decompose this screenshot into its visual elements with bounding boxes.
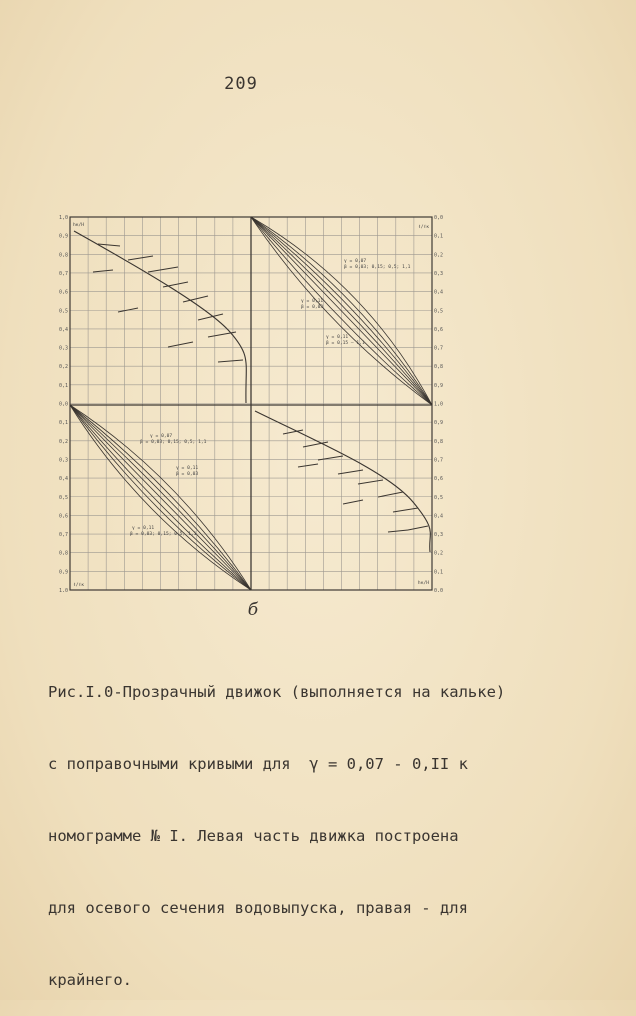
left-tick-label: 0,8	[58, 550, 68, 557]
caption-line-1: Рис.I.0-Прозрачный движок (выполняется на кальке)	[48, 683, 506, 701]
right-tick-label: 0,3	[434, 270, 444, 277]
figure-caption	[48, 632, 608, 1016]
corner-label-bottom-right: hк/H	[417, 581, 429, 586]
left-tick-label: 0,5	[58, 308, 68, 315]
left-tick-label: 0,3	[58, 345, 68, 352]
left-tick-label: 0,9	[58, 233, 68, 240]
left-tick-label: 0,2	[58, 438, 68, 445]
left-tick-label: 0,9	[58, 569, 68, 576]
right-tick-label: 0,1	[434, 569, 444, 576]
curve-label: β = 0,15 – 1,1	[326, 341, 365, 346]
left-tick-label: 0,1	[58, 382, 68, 389]
figure-letter: б	[247, 600, 259, 620]
curve-label: β = 0,03	[301, 305, 324, 310]
left-tick-label: 1,0	[58, 588, 68, 592]
dash-mark	[183, 296, 208, 302]
left-tick-label: 0,3	[58, 457, 68, 464]
dash-mark	[388, 530, 408, 532]
caption-line-5: крайнего.	[48, 971, 132, 989]
right-tick-label: 0,6	[434, 326, 444, 333]
dash-mark	[393, 508, 418, 512]
right-tick-label: 0,8	[434, 364, 444, 371]
right-tick-label: 0,7	[434, 457, 444, 464]
corner-label-bottom-left: ℓ/ℓк	[73, 583, 85, 588]
dash-mark	[298, 464, 318, 467]
nomogram-figure	[58, 212, 446, 592]
curve-label: γ = 0,11	[301, 299, 324, 304]
right-tick-label: 0,9	[434, 382, 444, 389]
right-tick-label: 0,8	[434, 438, 444, 445]
dash-mark	[128, 256, 153, 260]
dash-mark	[408, 526, 428, 530]
curve-label: β = 0,03; 0,15; 0,5; 1,1	[140, 440, 207, 445]
left-tick-label: 0,4	[58, 476, 68, 483]
corner-label-top-right: ℓ/ℓк	[417, 225, 429, 230]
left-tick-label: 0,7	[58, 270, 68, 277]
dash-mark	[218, 360, 243, 362]
left-tick-label: 0,6	[58, 513, 68, 520]
dash-mark	[358, 480, 383, 484]
right-tick-label: 0,5	[434, 494, 444, 501]
left-tick-label: 0,5	[58, 494, 68, 501]
left-tick-label: 0,2	[58, 364, 68, 371]
curve-label: γ = 0,07	[344, 259, 367, 264]
right-tick-label: 0,1	[434, 233, 444, 240]
caption-line-2: с поправочными кривыми для γ = 0,07 - 0,II к	[48, 755, 468, 773]
right-tick-label: 0,9	[434, 420, 444, 427]
curve-label: β = 0,03; 0,15; 0,5; 1,1	[130, 532, 197, 537]
right-tick-label: 0,6	[434, 476, 444, 483]
page-number: 209	[224, 74, 258, 94]
right-tick-label: 0,2	[434, 550, 444, 557]
curve-label: γ = 0,11	[132, 526, 155, 531]
curve-label: γ = 0,11	[176, 466, 199, 471]
dash-mark	[98, 244, 120, 246]
nomogram-chart	[58, 212, 446, 592]
corner-label-top-left: hк/H	[73, 223, 85, 228]
right-tick-label: 0,0	[434, 215, 444, 221]
left-tick-label: 0,1	[58, 420, 68, 427]
right-tick-label: 0,0	[434, 588, 444, 592]
right-tick-label: 0,4	[434, 513, 444, 520]
dash-mark	[378, 492, 403, 497]
right-tick-label: 0,4	[434, 289, 444, 296]
right-tick-label: 0,7	[434, 345, 444, 352]
right-tick-label: 0,5	[434, 308, 444, 315]
dash-mark	[148, 267, 178, 272]
left-tick-label: 0,0	[58, 401, 68, 408]
caption-line-4: для осевого сечения водовыпуска, правая - для	[48, 899, 468, 917]
curve-label: β = 0,03	[176, 472, 199, 477]
dash-mark	[93, 270, 113, 272]
correction-curve-top-left	[74, 231, 246, 403]
dash-mark	[283, 430, 303, 434]
dash-mark	[168, 342, 193, 347]
dash-mark	[343, 500, 363, 504]
left-tick-label: 0,8	[58, 252, 68, 259]
left-tick-label: 1,0	[58, 215, 68, 221]
right-tick-label: 1,0	[434, 401, 444, 408]
curve-label: γ = 0,11	[326, 335, 349, 340]
caption-line-3: номограмме № I. Левая часть движка построена	[48, 827, 459, 845]
left-tick-label: 0,7	[58, 532, 68, 539]
right-tick-label: 0,3	[434, 532, 444, 539]
curve-label: γ = 0,07	[150, 434, 173, 439]
right-tick-label: 0,2	[434, 252, 444, 259]
curve-label: β = 0,03; 0,15; 0,5; 1,1	[344, 265, 411, 270]
left-tick-label: 0,6	[58, 289, 68, 296]
left-tick-label: 0,4	[58, 326, 68, 333]
